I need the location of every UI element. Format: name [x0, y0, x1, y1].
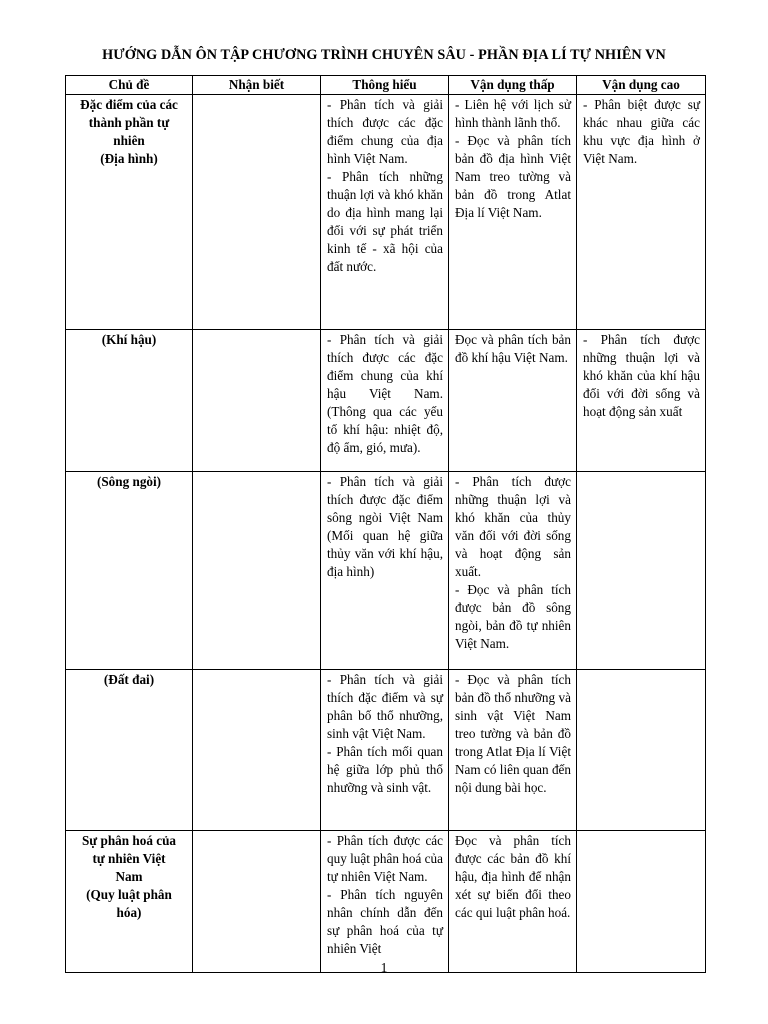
topic-line: (Đất đai) — [103, 672, 155, 687]
table-header-row — [66, 76, 706, 95]
topic-cell — [66, 670, 193, 831]
table-row — [66, 831, 706, 973]
header-comprehension: Thông hiểu — [321, 76, 449, 95]
cell-paragraph: - Đọc và phân tích bản đồ địa hình Việt Nam treo tường và bản đồ trong Atlat Địa lí Việt Nam. — [455, 133, 571, 220]
table-row — [66, 670, 706, 831]
cell-paragraph: - Phân tích được các quy luật phân hoá của tự nhiên Việt Nam. — [327, 833, 443, 884]
header-recognition: Nhận biết — [193, 76, 321, 95]
topic-line: (Địa hình) — [100, 151, 158, 166]
cell-paragraph: - Phân tích và giải thích được các đặc điểm chung của địa hình Việt Nam. — [327, 97, 443, 166]
cell-paragraph: - Phân tích những thuận lợi và khó khăn do địa hình mang lại đối với sự phát triển kinh tế - xã hội của đất nước. — [327, 169, 443, 274]
header-topic: Chủ đề — [66, 76, 193, 95]
topic-line: tự nhiên Việt — [92, 851, 166, 866]
table-row — [66, 330, 706, 472]
topic-line: thành phần tự — [88, 115, 170, 130]
cell-paragraph: - Phân tích và giải thích đặc điểm và sự phân bố thổ nhưỡng, sinh vật Việt Nam. — [327, 672, 443, 741]
cell-paragraph: - Liên hệ với lịch sử hình thành lãnh thổ. — [455, 97, 571, 130]
table-row — [66, 95, 706, 330]
recognition-cell — [193, 670, 321, 831]
low-application-cell — [449, 831, 577, 973]
comprehension-cell — [321, 670, 449, 831]
comprehension-cell — [321, 472, 449, 670]
page-number: 1 — [380, 960, 388, 975]
recognition-cell — [193, 472, 321, 670]
low-application-cell — [449, 670, 577, 831]
cell-paragraph: - Phân tích được những thuận lợi và khó khăn của khí hậu đối với đời sống và hoạt động sản xuất — [583, 332, 700, 419]
topic-cell — [66, 95, 193, 330]
topic-line: Sự phân hoá của — [81, 833, 177, 848]
topic-cell — [66, 472, 193, 670]
cell-paragraph: - Phân tích và giải thích được đặc điểm sông ngòi Việt Nam (Mối quan hệ giữa thủy văn với khí hậu, địa hình) — [327, 474, 443, 579]
review-table — [65, 75, 706, 973]
cell-paragraph: - Đọc và phân tích được bản đồ sông ngòi, bản đồ tự nhiên Việt Nam. — [455, 582, 571, 651]
low-application-cell — [449, 472, 577, 670]
topic-line: hóa) — [116, 905, 142, 920]
header-low-application: Vận dụng thấp — [449, 76, 577, 95]
high-application-cell — [577, 95, 706, 330]
comprehension-cell — [321, 95, 449, 330]
recognition-cell — [193, 330, 321, 472]
cell-paragraph: Đọc và phân tích bản đồ khí hậu Việt Nam. — [455, 332, 571, 365]
cell-paragraph: - Đọc và phân tích bản đồ thổ nhưỡng và sinh vật Việt Nam treo tường và bản đồ trong Atlat Địa lí Việt Nam có liên quan đến nội dung bài học. — [455, 672, 571, 795]
cell-paragraph: - Phân tích nguyên nhân chính dẫn đến sự phân hoá của tự nhiên Việt — [327, 887, 443, 956]
topic-line: Đặc điểm của các — [80, 97, 178, 112]
high-application-cell — [577, 472, 706, 670]
table-row — [66, 472, 706, 670]
high-application-cell — [577, 831, 706, 973]
comprehension-cell — [321, 330, 449, 472]
topic-line: (Sông ngòi) — [96, 474, 162, 489]
topic-line: Nam — [115, 869, 143, 884]
cell-paragraph: - Phân biệt được sự khác nhau giữa các khu vực địa hình ở Việt Nam. — [583, 97, 700, 166]
topic-cell — [66, 831, 193, 973]
low-application-cell — [449, 95, 577, 330]
header-high-application: Vận dụng cao — [577, 76, 706, 95]
topic-line: (Quy luật phân — [86, 887, 172, 902]
high-application-cell — [577, 670, 706, 831]
cell-paragraph: - Phân tích và giải thích được các đặc điểm chung của khí hậu Việt Nam. (Thông qua các yếu tố khí hậu: nhiệt độ, độ ẩm, gió, mưa). — [327, 332, 443, 455]
topic-cell — [66, 330, 193, 472]
cell-paragraph: - Phân tích được những thuận lợi và khó khăn của thủy văn đối với đời sống và hoạt động sản xuất. — [455, 474, 571, 579]
recognition-cell — [193, 95, 321, 330]
cell-paragraph: - Phân tích mối quan hệ giữa lớp phủ thổ nhưỡng và sinh vật. — [327, 744, 443, 795]
topic-line: (Khí hậu) — [101, 332, 157, 347]
comprehension-cell — [321, 831, 449, 973]
document-title: HƯỚNG DẪN ÔN TẬP CHƯƠNG TRÌNH CHUYÊN SÂU - PHẦN ĐỊA LÍ TỰ NHIÊN VN — [102, 47, 666, 63]
high-application-cell — [577, 330, 706, 472]
cell-paragraph: Đọc và phân tích được các bản đồ khí hậu, địa hình để nhận xét sự biến đổi theo các qui luật phân hoá. — [455, 833, 571, 920]
topic-line: nhiên — [113, 133, 145, 148]
low-application-cell — [449, 330, 577, 472]
recognition-cell — [193, 831, 321, 973]
